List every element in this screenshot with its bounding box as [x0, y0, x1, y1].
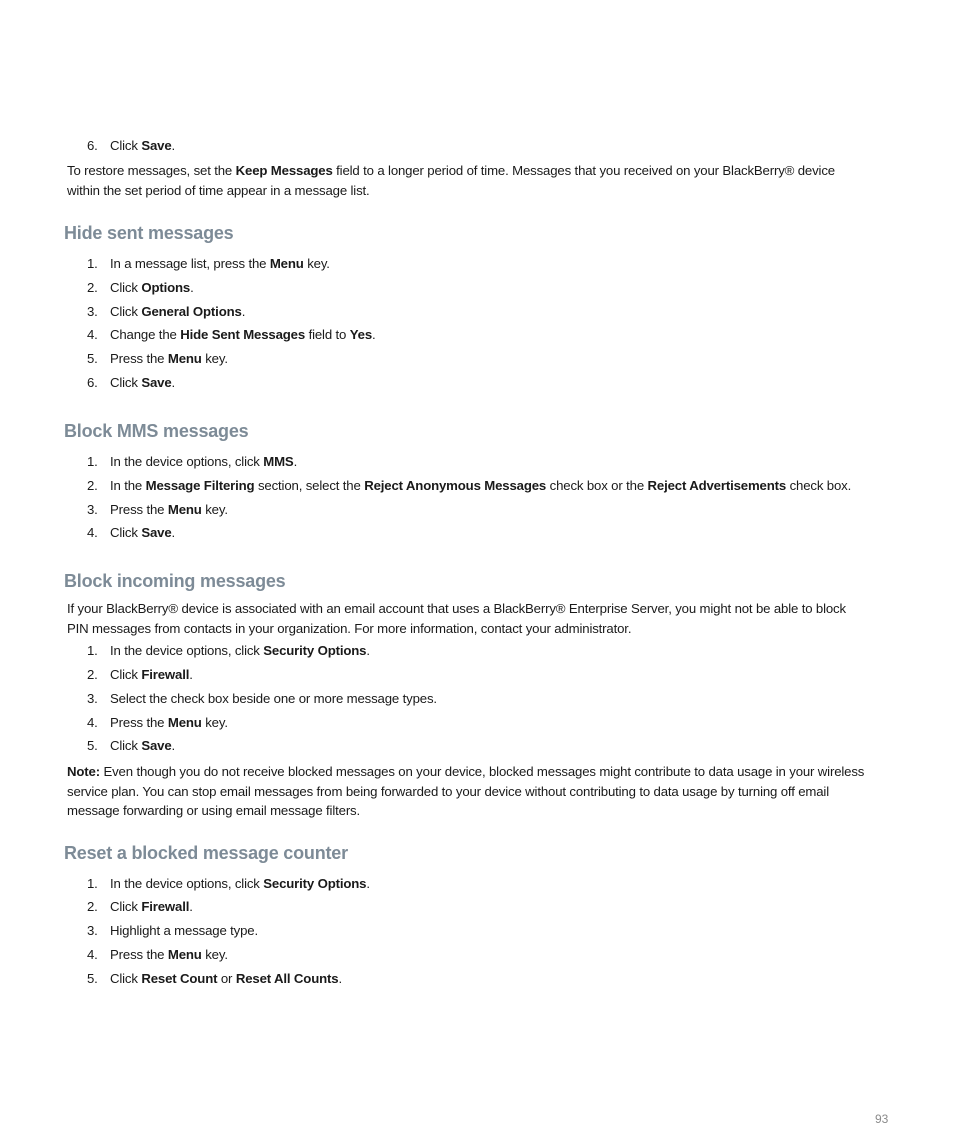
list-item: 4. Press the Menu key. [87, 715, 228, 730]
list-item: 2. Click Firewall. [87, 899, 193, 914]
list-item: 3. Highlight a message type. [87, 923, 258, 938]
restore-paragraph: To restore messages, set the Keep Messages field to a longer period of time. Messages that you received on your BlackBerry® device within the set period of time appear in a message list. [67, 163, 835, 198]
list-item: 5. Click Save. [87, 738, 176, 753]
page-number: 93 [875, 1112, 889, 1126]
list-item: 4. Change the Hide Sent Messages field to Yes. [87, 327, 376, 342]
note-paragraph: Note: Even though you do not receive blocked messages on your device, blocked messages might contribute to data usage in your wireless service plan. You can stop email messages from being forwarded to your device without contributing to data usage by turning off email message forwarding or using email message filters. [67, 764, 865, 818]
list-item: 6. Click Save. [87, 138, 176, 153]
list-item: 2. Click Firewall. [87, 667, 193, 682]
note-label: Note: [67, 764, 100, 779]
list-item: 1. In the device options, click MMS. [87, 454, 298, 469]
list-item: 1. In the device options, click Security Options. [87, 876, 370, 891]
list-item: 2. Click Options. [87, 280, 194, 295]
block-incoming-intro: If your BlackBerry® device is associated with an email account that uses a BlackBerry® Enterprise Server, you might not be able to block PIN messages from contacts in your organization. For more information, contact your administrator. [67, 601, 846, 636]
list-item: 1. In the device options, click Security Options. [87, 643, 370, 658]
list-item: 1. In a message list, press the Menu key. [87, 256, 330, 271]
list-item: 4. Press the Menu key. [87, 947, 228, 962]
list-item: 4. Click Save. [87, 525, 176, 540]
list-item: 5. Click Reset Count or Reset All Counts. [87, 971, 342, 986]
list-item: 6. Click Save. [87, 375, 176, 390]
section-heading-reset-counter: Reset a blocked message counter [64, 843, 348, 863]
section-heading-block-mms: Block MMS messages [64, 421, 249, 441]
list-item: 3. Press the Menu key. [87, 502, 228, 517]
list-item: 3. Click General Options. [87, 304, 246, 319]
section-heading-hide-sent: Hide sent messages [64, 223, 234, 243]
list-item: 3. Select the check box beside one or more message types. [87, 691, 437, 706]
list-item: 5. Press the Menu key. [87, 351, 228, 366]
section-heading-block-incoming: Block incoming messages [64, 571, 286, 591]
list-item: 2. In the Message Filtering section, select the Reject Anonymous Messages check box or the Reject Advertisements check box. [87, 478, 852, 493]
